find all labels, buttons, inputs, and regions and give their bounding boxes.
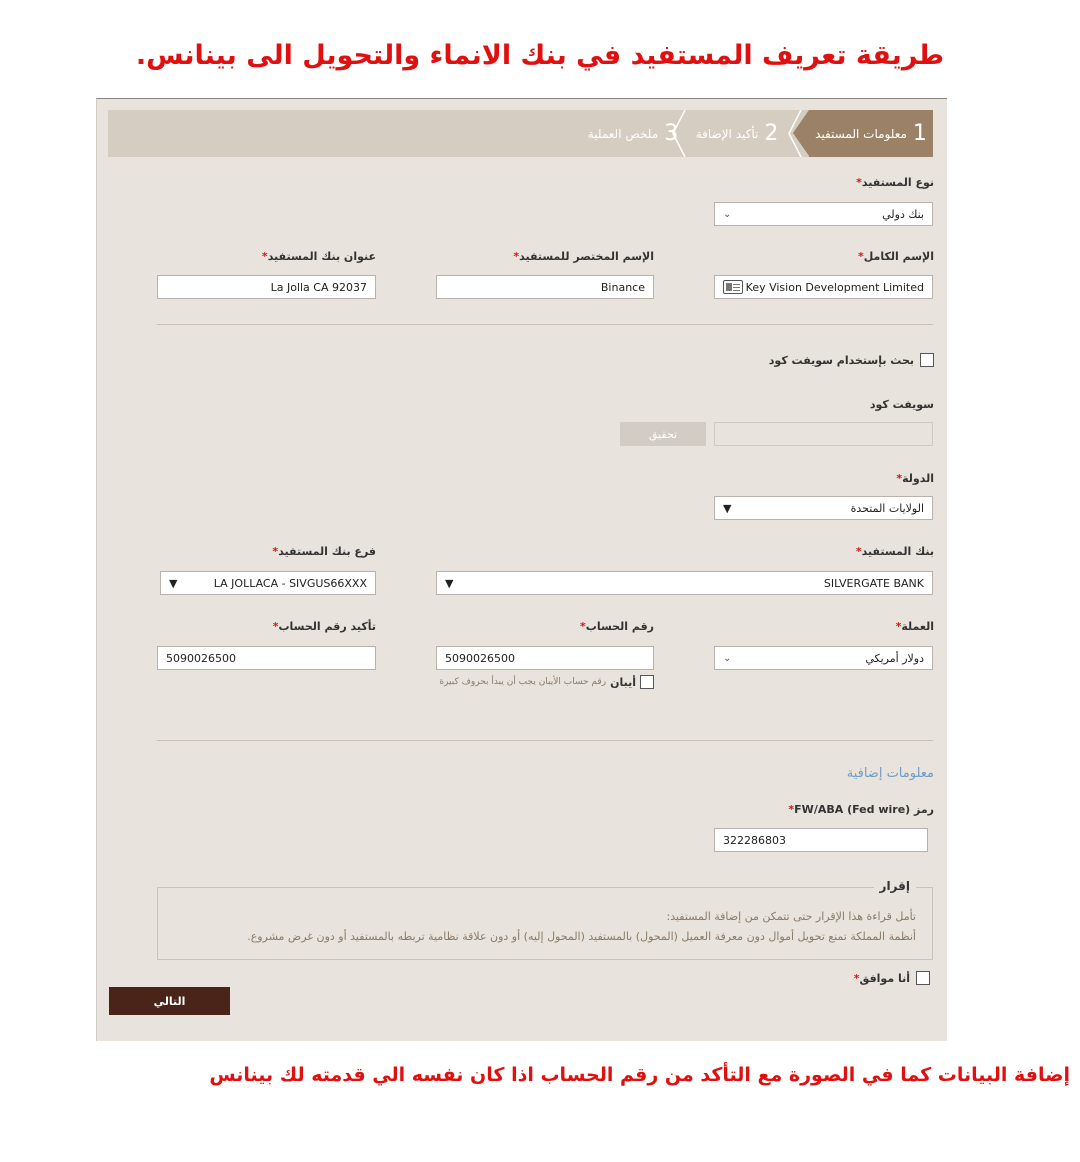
step-3 xyxy=(583,110,683,157)
account-number-value: 5090026500 xyxy=(445,651,515,665)
required-mark: * xyxy=(855,545,862,558)
beneficiary-bank-value: SILVERGATE BANK xyxy=(823,576,924,590)
required-mark: * xyxy=(272,620,279,633)
required-mark: * xyxy=(857,250,864,263)
required-mark: * xyxy=(788,803,795,816)
agree-checkbox[interactable] xyxy=(916,971,930,985)
swift-code-label: سويفت كود xyxy=(869,398,934,411)
triangle-down-icon: ▼ xyxy=(445,576,454,590)
required-mark: * xyxy=(853,971,860,985)
swift-search-label: بحث بإستخدام سويفت كود xyxy=(768,353,914,367)
bank-address-input[interactable] xyxy=(157,275,376,299)
beneficiary-type-select[interactable] xyxy=(714,202,933,226)
step-2-label: تأكيد الإضافة xyxy=(695,126,759,141)
bank-branch-value: LA JOLLACA - SIVGUS66XXX xyxy=(213,576,367,590)
required-mark: * xyxy=(513,250,520,263)
confirm-account-input[interactable] xyxy=(157,646,376,670)
short-name-input[interactable] xyxy=(436,275,654,299)
iban-row xyxy=(439,675,654,689)
bank-branch-label xyxy=(272,545,376,558)
required-mark: * xyxy=(895,620,902,633)
step-1 xyxy=(809,110,933,157)
divider xyxy=(157,740,933,741)
swift-search-checkbox[interactable] xyxy=(920,353,934,367)
iban-hint: رقم حساب الأيبان يجب أن يبدأ بحروف كبيرة xyxy=(439,677,607,687)
bank-branch-label-text: فرع بنك المستفيد xyxy=(278,545,376,558)
fw-aba-label xyxy=(788,803,934,816)
iban-checkbox[interactable] xyxy=(640,675,654,689)
triangle-down-icon: ▼ xyxy=(723,501,732,515)
step-1-label: معلومات المستفيد xyxy=(815,126,907,141)
divider xyxy=(157,324,933,325)
verify-button[interactable]: تحقيق xyxy=(620,422,706,446)
account-number-input[interactable] xyxy=(436,646,654,670)
instruction-note: إضافة البيانات كما في الصورة مع التأكد من رقم الحساب اذا كان نفسه الي قدمته لك بينانس xyxy=(209,1064,1070,1086)
step-bar xyxy=(108,110,933,157)
page-title: طريقة تعريف المستفيد في بنك الانماء والتحويل الى بينانس. xyxy=(135,40,945,71)
chevron-down-icon: ⌄ xyxy=(723,208,732,220)
required-mark: * xyxy=(272,545,279,558)
account-number-label xyxy=(580,620,654,633)
beneficiary-bank-select[interactable] xyxy=(436,571,933,595)
short-name-label-text: الإسم المختصر للمستفيد xyxy=(519,250,654,263)
beneficiary-type-label-text: نوع المستفيد xyxy=(861,176,934,189)
step-separator-icon xyxy=(787,110,803,157)
beneficiary-bank-label-text: بنك المستفيد xyxy=(861,545,934,558)
required-mark: * xyxy=(261,250,268,263)
short-name-value: Binance xyxy=(600,280,645,294)
chevron-down-icon: ⌄ xyxy=(723,652,732,664)
short-name-label xyxy=(513,250,654,263)
required-mark: * xyxy=(856,176,862,189)
fw-aba-value: 322286803 xyxy=(723,833,786,847)
required-mark: * xyxy=(580,620,586,633)
bank-address-label-text: عنوان بنك المستفيد xyxy=(267,250,376,263)
country-label-text: الدولة xyxy=(902,472,934,485)
step-2-number: 2 xyxy=(764,121,779,146)
additional-info-title: معلومات إضافية xyxy=(846,766,934,781)
swift-search-row xyxy=(769,353,934,367)
currency-label-text: العملة xyxy=(901,620,934,633)
confirm-account-label-text: تأكيد رقم الحساب xyxy=(278,620,376,633)
beneficiary-bank-label xyxy=(856,545,934,558)
bank-address-value: La Jolla CA 92037 xyxy=(270,280,367,294)
step-2 xyxy=(687,110,787,157)
fw-aba-input[interactable] xyxy=(714,828,928,852)
declaration-legend: إقرار xyxy=(874,879,916,893)
full-name-value: Key Vision Development Limited xyxy=(745,280,924,294)
confirm-account-label xyxy=(273,620,376,633)
declaration-line-2: أنظمة المملكة تمنع تحويل أموال دون معرفة العميل (المحول) بالمستفيد (المحول إليه) أو دون علاقة نظامية تربطه بالمستفيد أو دون غرض مشروع. xyxy=(247,930,916,943)
iban-label: أيبان xyxy=(610,675,636,689)
bank-address-label xyxy=(262,250,376,263)
agree-label xyxy=(854,972,910,985)
agree-label-text: أنا موافق xyxy=(859,971,910,985)
triangle-down-icon: ▼ xyxy=(169,576,178,590)
beneficiary-type-label xyxy=(856,176,934,189)
step-3-label: ملخص العملية xyxy=(587,126,659,141)
full-name-label-text: الإسم الكامل xyxy=(863,250,934,263)
bank-branch-select[interactable] xyxy=(160,571,376,595)
country-label xyxy=(896,472,934,485)
currency-value: دولار أمريكي xyxy=(865,651,924,665)
country-value: الولايات المتحدة xyxy=(850,501,924,515)
declaration-box xyxy=(157,879,933,960)
fw-aba-label-text: رمز (FW/ABA (Fed wire xyxy=(794,803,934,816)
confirm-account-value: 5090026500 xyxy=(166,651,236,665)
declaration-line-1: تأمل قراءة هذا الإقرار حتى تتمكن من إضافة المستفيد: xyxy=(666,910,916,923)
step-3-number: 3 xyxy=(664,121,679,146)
full-name-label xyxy=(858,250,934,263)
country-select[interactable] xyxy=(714,496,933,520)
currency-select[interactable] xyxy=(714,646,933,670)
beneficiary-type-value: بنك دولي xyxy=(882,207,924,221)
agree-row xyxy=(854,971,930,985)
full-name-input[interactable] xyxy=(714,275,933,299)
swift-code-input[interactable] xyxy=(714,422,933,446)
required-mark: * xyxy=(896,472,903,485)
account-number-label-text: رقم الحساب xyxy=(585,620,654,633)
currency-label xyxy=(896,620,934,633)
step-1-number: 1 xyxy=(912,121,927,146)
contact-card-icon[interactable] xyxy=(723,280,743,294)
next-button[interactable]: التالي xyxy=(109,987,230,1015)
